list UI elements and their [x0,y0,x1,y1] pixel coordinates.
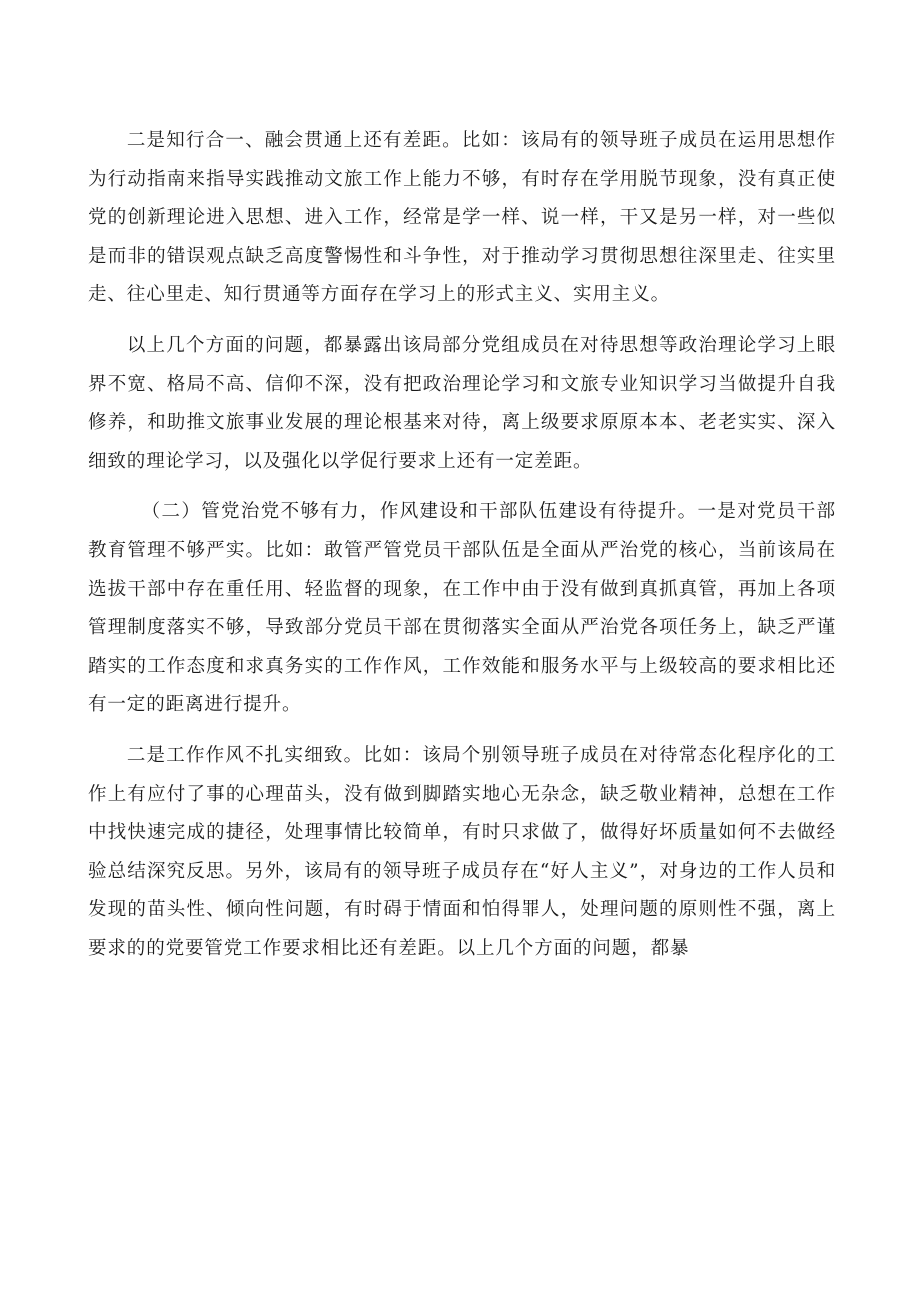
paragraph-work-style: 二是工作作风不扎实细致。比如：该局个别领导班子成员在对待常态化程序化的工作上有应付了事的心理苗头，没有做到脚踏实地心无杂念，缺乏敬业精神，总想在工作中找快速完成的捷径，处理事情比较简单，有时只求做了，做得好坏质量如何不去做经验总结深究反思。另外，该局有的领导班子成员存在“好人主义”，对身边的工作人员和发现的苗头性、倾向性问题，有时碍于情面和怕得罪人，处理问题的原则性不强，离上要求的的党要管党工作要求相比还有差距。以上几个方面的问题，都暴 [88,744,836,959]
paragraph-knowledge-action: 二是知行合一、融会贯通上还有差距。比如：该局有的领导班子成员在运用思想作为行动指南来指导实践推动文旅工作上能力不够，有时存在学用脱节现象，没有真正使党的创新理论进入思想、进入工作，经常是学一样、说一样，干又是另一样，对一些似是而非的错误观点缺乏高度警惕性和斗争性，对于推动学习贯彻思想往深里走、往实里走、往心里走、知行贯通等方面存在学习上的形式主义、实用主义。 [88,130,836,306]
document-body [88,122,836,980]
paragraph-summary-theory-study: 以上几个方面的问题，都暴露出该局部分党组成员在对待思想等政治理论学习上眼界不宽、格局不高、信仰不深，没有把政治理论学习和文旅专业知识学习当做提升自我修养，和助推文旅事业发展的理论根基来对待，离上级要求原原本本、老老实实、深入细致的理论学习，以及强化以学促行要求上还有一定差距。 [88,334,836,472]
paragraph-section-two-party-governance: （二）管党治党不够有力，作风建设和干部队伍建设有待提升。一是对党员干部教育管理不够严实。比如：敢管严管党员干部队伍是全面从严治党的核心，当前该局在选拔干部中存在重任用、轻监督的现象，在工作中由于没有做到真抓真管，再加上各项管理制度落实不够，导致部分党员干部在贯彻落实全面从严治党各项任务上，缺乏严谨踏实的工作态度和求真务实的工作作风，工作效能和服务水平与上级较高的要求相比还有一定的距离进行提升。 [88,501,836,716]
